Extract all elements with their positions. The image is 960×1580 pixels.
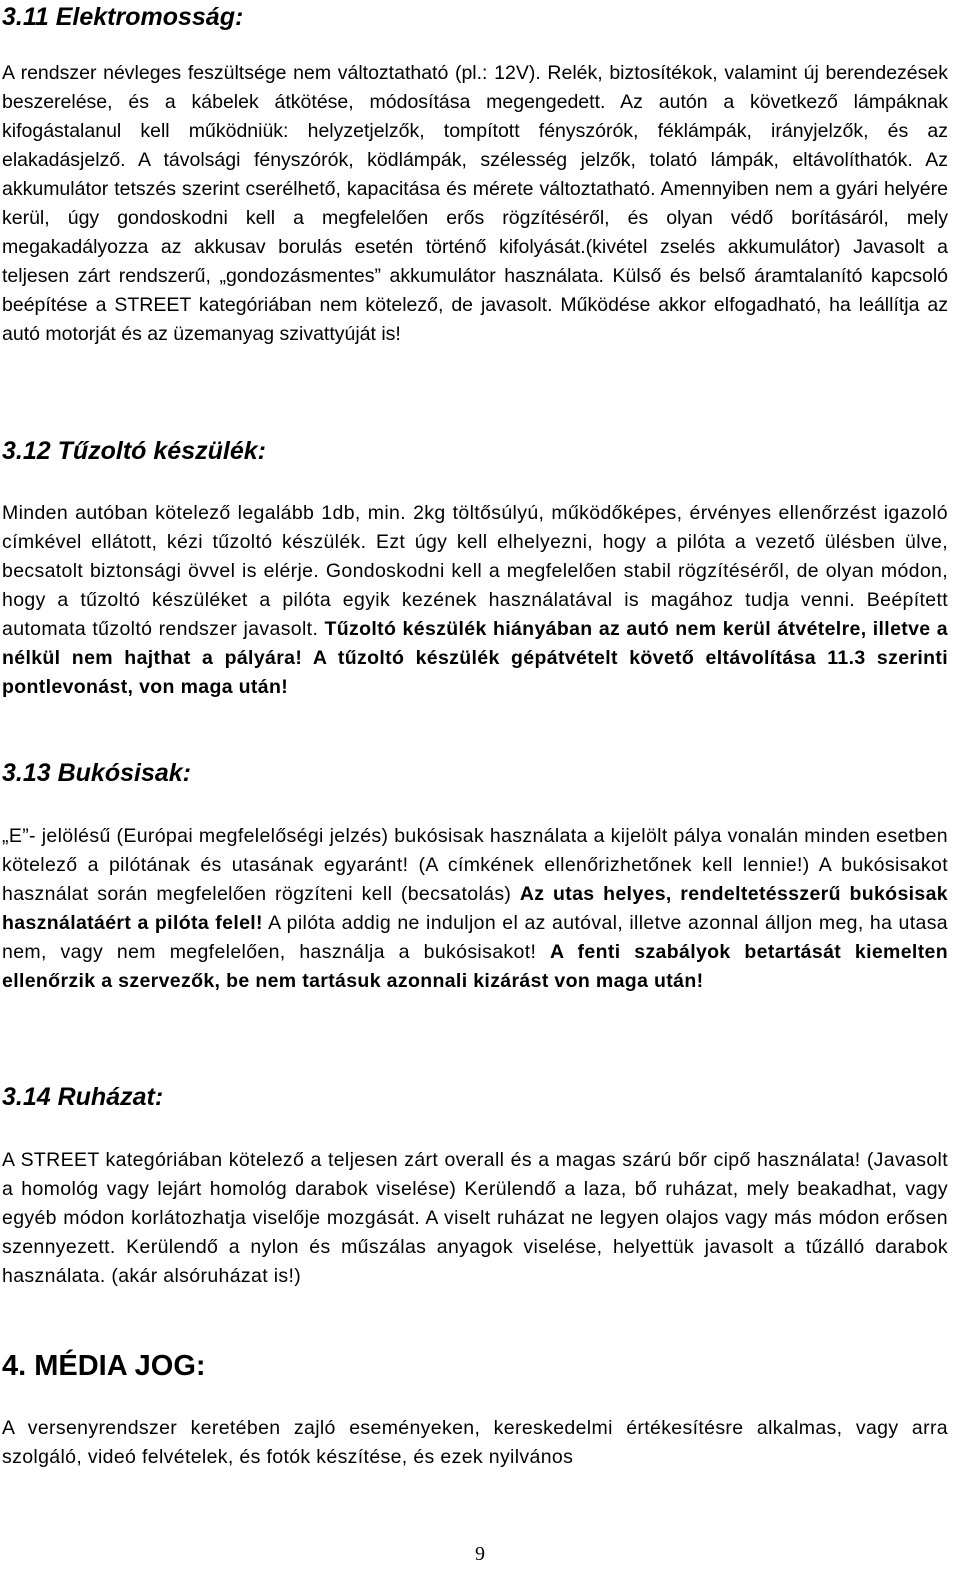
heading-elektromossag: 3.11 Elektromosság: — [2, 3, 244, 31]
paragraph-text: A STREET kategóriában kötelező a teljesen zárt overall és a magas szárú bőr cipő használata! (Javasolt a homológ vagy lejárt homológ darabok viselése) Kerülendő a laza, bő ruházat, mely beakadhat, vagy egyéb módon korlátozhatja viselője mozgását. A viselt ruházat ne legyen olajos vagy más módon erősen szennyezett. Kerülendő a nylon és műszálas anyagok viselése, helyettük javasolt a tűzálló darabok használata. (akár alsóruházat is!) — [2, 1149, 948, 1287]
paragraph-bold-text: Tűzoltó készülék hiányában az autó nem kerül átvételre, illetve a nélkül nem hajthat a pályára! A tűzoltó készülék gépátvételt követő eltávolítása 11.3 szerinti pontlevonást, von maga után! — [2, 618, 948, 698]
paragraph-text: Minden autóban kötelező legalább 1db, min. 2kg töltősúlyú, működőképes, érvényes ellenőrzést igazoló címkével ellátott, kézi tűzoltó készülék. Ezt úgy kell elhelyezni, hogy a pilóta a vezető ülésben ülve, becsatolt biztonsági övvel is elérje. Gondoskodni kell a megfelelően stabil rögzítéséről, de olyan módon, hogy a tűzoltó készüléket a pilóta egyik kezének használatával is magához tudja venni. Beépített automata tűzoltó rendszer javasolt. — [2, 502, 948, 640]
page-number: 9 — [475, 1543, 485, 1565]
heading-tuzolto-keszulek: 3.12 Tűzoltó készülék: — [2, 437, 266, 465]
paragraph-text: „E”- jelölésű (Európai megfelelőségi jelzés) bukósisak használata a kijelölt pálya vonalán minden esetben kötelező a pilótának és utasának egyaránt! (A címkének ellenőrizhetőnek kell lennie!) A bukósisakot használat során megfelelően rögzíteni kell (becsatolás) — [2, 825, 948, 905]
paragraph-bold-text: Az utas helyes, rendeltetésszerű bukósisak használatáért a pilóta felel! — [2, 883, 948, 934]
paragraph-text: A rendszer névleges feszültsége nem változtatható (pl.: 12V). Relék, biztosítékok, valamint új berendezések beszerelése, és a kábelek átkötése, módosítása megengedett. Az autón a következő lámpáknak kifogástalanul kell működniük: helyzetjelzők, tompított fényszórók, féklámpák, irányjelzők, és az elakadásjelző. A távolsági fényszórók, ködlámpák, szélesség jelzők, tolató lámpák, eltávolíthatók. Az akkumulátor tetszés szerint cserélhető, kapacitása és mérete változtatható. Amennyiben nem a gyári helyére kerül, úgy gondoskodni kell a megfelelően erős rögzítéséről, és olyan védő borításáról, mely megakadályozza az akkusav borulás esetén történő kifolyását.(kivétel zselés akkumulátor) Javasolt a teljesen zárt rendszerű, „gondozásmentes” akkumulátor használata. Külső és belső áramtalanító kapcsoló beépítése a STREET kategóriában nem kötelező, de javasolt. Működése akkor elfogadható, ha leállítja az autó motorját és az üzemanyag szivattyúját is! — [2, 62, 948, 345]
paragraph-bukosisak — [2, 822, 948, 996]
paragraph-media-jog — [2, 1414, 948, 1472]
paragraph-tuzolto-keszulek — [2, 499, 948, 702]
paragraph-text: A versenyrendszer keretében zajló eseményeken, kereskedelmi értékesítésre alkalmas, vagy arra szolgáló, videó felvételek, és fotók készítése, és ezek nyilvános — [2, 1417, 948, 1468]
heading-media-jog: 4. MÉDIA JOG: — [2, 1350, 206, 1382]
paragraph-elektromossag — [2, 59, 948, 349]
paragraph-ruhazat — [2, 1146, 948, 1291]
paragraph-text: A pilóta addig ne induljon el az autóval, illetve azonnal álljon meg, ha utasa nem, vagy nem megfelelően, használja a bukósisakot! — [2, 912, 948, 963]
heading-ruhazat: 3.14 Ruházat: — [2, 1083, 164, 1111]
paragraph-bold-text: A fenti szabályok betartását kiemelten ellenőrzik a szervezők, be nem tartásuk azonnali kizárást von maga után! — [2, 941, 949, 992]
heading-bukosisak: 3.13 Bukósisak: — [2, 759, 191, 787]
